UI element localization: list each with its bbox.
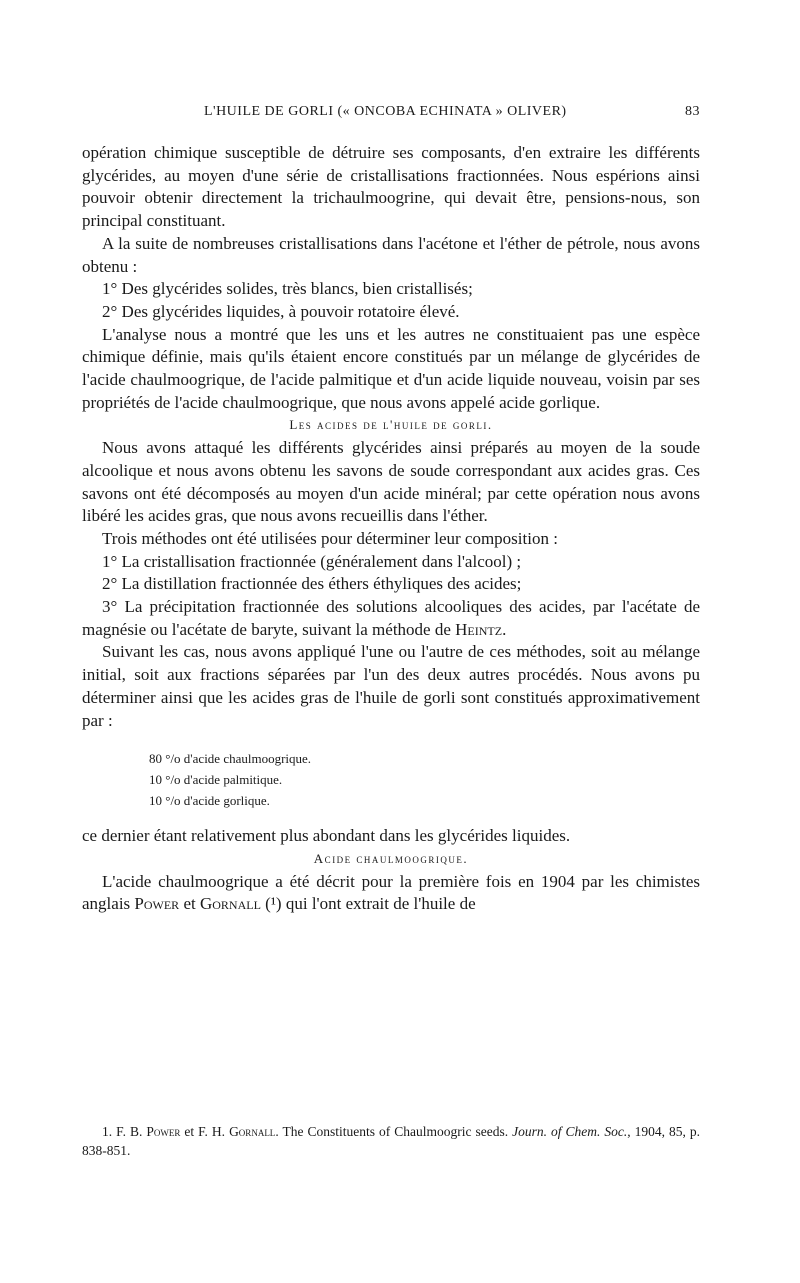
journal-name: Journ. of Chem. Soc. (512, 1124, 628, 1139)
list-item-text: 3° La précipitation fractionnée des solutions alcooliques des acides, par l'acétate de magnésie ou l'acétate de baryte, suivant la méthode de (82, 597, 700, 639)
footnote-text: F. B. (116, 1124, 147, 1139)
composition-list (149, 748, 700, 811)
text-segment: et (179, 894, 200, 914)
composition-item: 10 °/o d'acide gorlique. (149, 793, 270, 809)
paragraph: Suivant les cas, nous avons appliqué l'une ou l'autre de ces méthodes, soit au mélange initial, soit aux fractions séparées par l'un des deux autres procédés. Nous avons pu déterminer ainsi que les acides gras de l'huile de gorli sont constitués approximativement par : (82, 642, 700, 730)
section-heading: Acide chaulmoogrique. (313, 850, 469, 866)
text-segment: L'acide chaulmoogrique a été décrit pour la première fois en 1904 par les chimistes anglais (82, 871, 700, 914)
paragraph: Trois méthodes ont été utilisées pour déterminer leur composition : (102, 528, 558, 548)
author-name: Gornall (199, 894, 261, 914)
author-name: Gornall (229, 1124, 276, 1139)
paragraph (82, 871, 700, 916)
paragraph: A la suite de nombreuses cristallisations dans l'acétone et l'éther de pétrole, nous avons obtenu : (82, 233, 700, 276)
running-title: L'HUILE DE GORLI (« ONCOBA ECHINATA » OLIVER) (204, 104, 567, 119)
footnote-ref: (¹) (260, 894, 286, 914)
list-item: 1° La cristallisation fractionnée (généralement dans l'alcool) ; (102, 551, 522, 571)
footnote-text: et F. H. (180, 1124, 230, 1139)
paragraph: opération chimique susceptible de détruire ses composants, d'en extraire les différents glycérides, au moyen d'une série de cristallisations fractionnées. Nous espérions ainsi pouvoir obtenir directement la trichaulmoogrine, qui devait être, pensions-nous, son principal constituant. (82, 143, 700, 231)
list-item: 2° La distillation fractionnée des éthers éthyliques des acides; (102, 574, 522, 594)
paragraph: L'analyse nous a montré que les uns et les autres ne constituaient pas une espèce chimique définie, mais qu'ils étaient encore constitués par un mélange de glycérides de l'acide chaulmoogrique, de l'acide palmitique et d'un acide liquide nouveau, voisin par ses propriétés de l'acide chaulmoogrique, que nous avons appelé acide gorlique. (82, 324, 700, 412)
author-name: Power (146, 1124, 181, 1139)
punctuation: . (502, 619, 507, 639)
list-item: 2° Des glycérides liquides, à pouvoir rotatoire élevé. (102, 301, 460, 321)
text-segment: qui l'ont extrait de l'huile de (285, 894, 476, 914)
paragraph: ce dernier étant relativement plus abondant dans les glycérides liquides. (82, 826, 571, 846)
section-heading: Les acides de l'huile de gorli. (289, 417, 493, 433)
footnote-text: , 1904, 85, p. 838-851. (82, 1124, 701, 1158)
composition-item: 10 °/o d'acide palmitique. (149, 772, 283, 788)
composition-item: 80 °/o d'acide chaulmoogrique. (149, 751, 312, 767)
footnote (82, 1122, 700, 1160)
page-number: 83 (685, 104, 700, 119)
author-name: Heintz (455, 619, 503, 639)
author-name: Power (134, 894, 180, 914)
main-text (82, 142, 700, 916)
list-item: 1° Des glycérides solides, très blancs, bien cristallisés; (102, 279, 473, 299)
footnote-text: . The Constituents of Chaulmoogric seeds. (275, 1124, 513, 1139)
paragraph: Nous avons attaqué les différents glycérides ainsi préparés au moyen de la soude alcoolique et nous avons obtenu les savons de soude correspondant aux acides gras. Ces savons ont été décomposés au moyen d'un acide minéral; par cette opération nous avons libéré les acides gras, que nous avons recueillis dans l'éther. (82, 438, 700, 526)
footnote-number: 1. (102, 1124, 117, 1139)
list-item (82, 596, 700, 641)
